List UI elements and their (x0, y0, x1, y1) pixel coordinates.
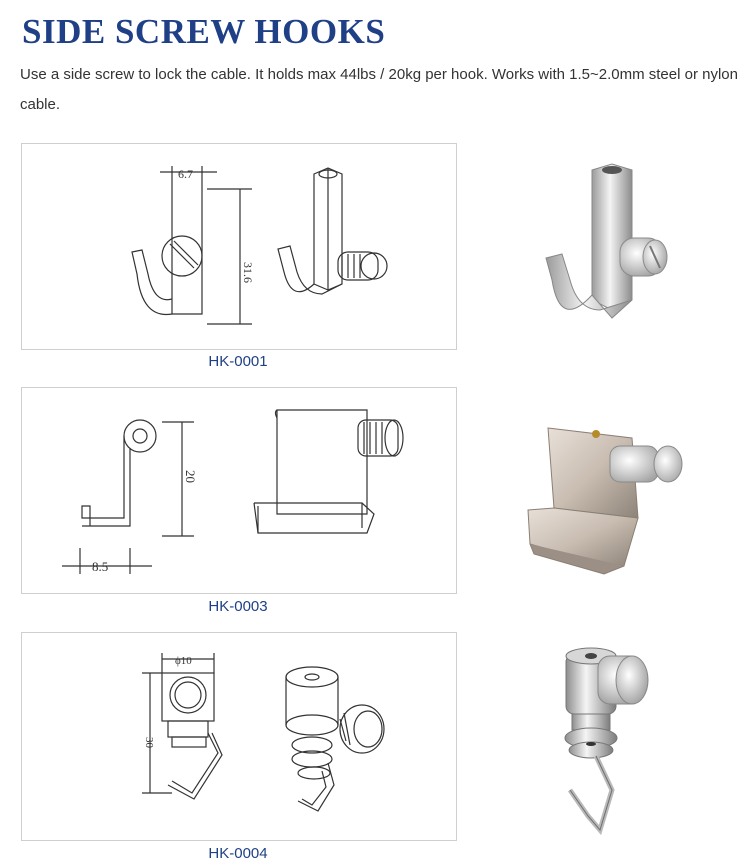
technical-drawing-box (21, 632, 457, 841)
technical-drawing-hk-0001 (22, 144, 456, 349)
product-code-label: HK-0003 (208, 598, 268, 615)
technical-drawing-hk-0004 (22, 633, 456, 840)
dimension-height-label: 20 (183, 470, 198, 483)
dimension-width-label: ϕ10 (175, 655, 192, 667)
dimension-width-label: 6.7 (178, 167, 193, 181)
product-photo-hk-0003 (500, 398, 700, 598)
product-photo-hk-0001 (500, 150, 700, 350)
technical-drawing-box (21, 387, 457, 594)
product-code-label: HK-0004 (208, 845, 268, 862)
product-description: Use a side screw to lock the cable. It holds max 44lbs / 20kg per hook. Works with 1.5~2.0mm steel or nylon cable. (20, 66, 738, 113)
technical-drawing-hk-0003 (22, 388, 456, 593)
dimension-height-label: 30 (143, 737, 155, 748)
dimension-height-label: 31.6 (241, 262, 255, 283)
page-title: SIDE SCREW HOOKS (22, 12, 386, 51)
product-code-label: HK-0001 (208, 353, 268, 370)
dimension-width-label: 8.5 (92, 559, 109, 574)
technical-drawing-box (21, 143, 457, 350)
product-photo-hk-0004 (500, 640, 700, 850)
